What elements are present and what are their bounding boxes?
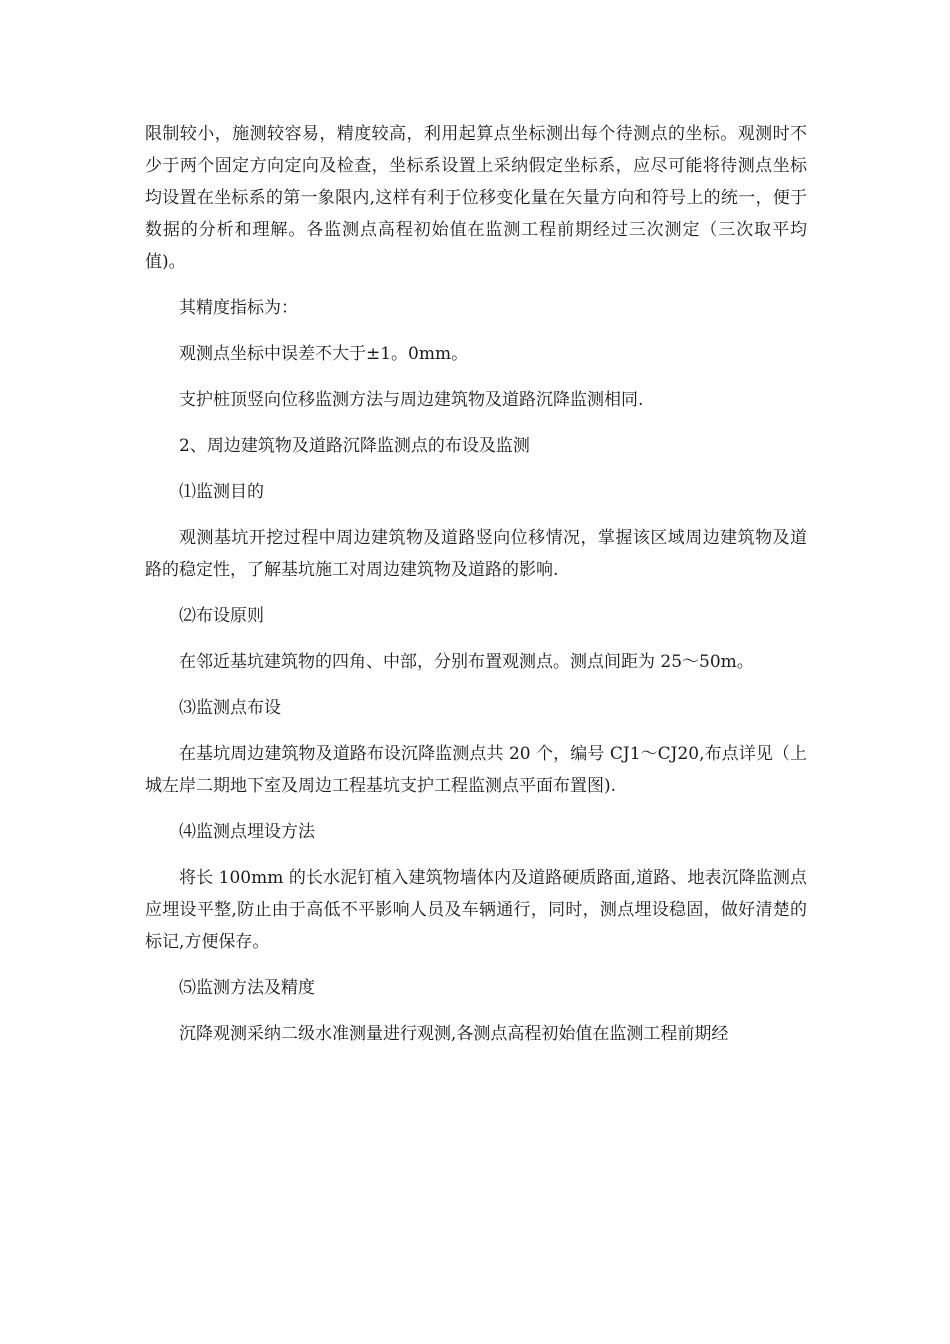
paragraph-layout-principle: 在邻近基坑建筑物的四角、中部，分别布置观测点。测点间距为 25～50m。 (179, 652, 754, 672)
document-body (145, 118, 807, 1050)
paragraph-continuation: 限制较小，施测较容易，精度较高，利用起算点坐标测出每个待测点的坐标。观测时不少于两个固定方向定向及检查，坐标系设置上采纳假定坐标系，应尽可能将待测点坐标均设置在坐标系的第一象限内,这样有利于位移变化量在矢量方向和符号上的统一，便于数据的分析和理解。各监测点高程初始值在监测工程前期经过三次测定（三次取平均值)。 (145, 124, 807, 272)
paragraph-coordinate-error: 观测点坐标中误差不大于±1。0mm。 (179, 344, 469, 364)
paragraph-pile-displacement: 支护桩顶竖向位移监测方法与周边建筑物及道路沉降监测相同. (179, 390, 644, 410)
paragraph-purpose: 观测基坑开挖过程中周边建筑物及道路竖向位移情况，掌握该区域周边建筑物及道路的稳定性，了解基坑施工对周边建筑物及道路的影响. (145, 528, 807, 580)
subheading-embedding-method: ⑷监测点埋设方法 (179, 822, 315, 842)
subheading-purpose: ⑴监测目的 (179, 482, 264, 502)
subheading-point-layout: ⑶监测点布设 (179, 698, 281, 718)
paragraph-embedding-method: 将长 100mm 的长水泥钉植入建筑物墙体内及道路硬质路面,道路、地表沉降监测点应埋设平整,防止由于高低不平影响人员及车辆通行，同时，测点埋设稳固，做好清楚的标记,方便保存。 (145, 868, 807, 952)
subheading-layout-principle: ⑵布设原则 (179, 606, 264, 626)
paragraph-point-layout: 在基坑周边建筑物及道路布设沉降监测点共 20 个，编号 CJ1～CJ20,布点详见（上城左岸二期地下室及周边工程基坑支护工程监测点平面布置图). (145, 744, 807, 796)
paragraph-method-precision: 沉降观测采纳二级水准测量进行观测,各测点高程初始值在监测工程前期经 (179, 1024, 729, 1044)
subheading-method-precision: ⑸监测方法及精度 (179, 978, 315, 998)
paragraph-precision-intro: 其精度指标为： (179, 298, 298, 318)
section-heading-settlement: 2、周边建筑物及道路沉降监测点的布设及监测 (179, 436, 530, 456)
